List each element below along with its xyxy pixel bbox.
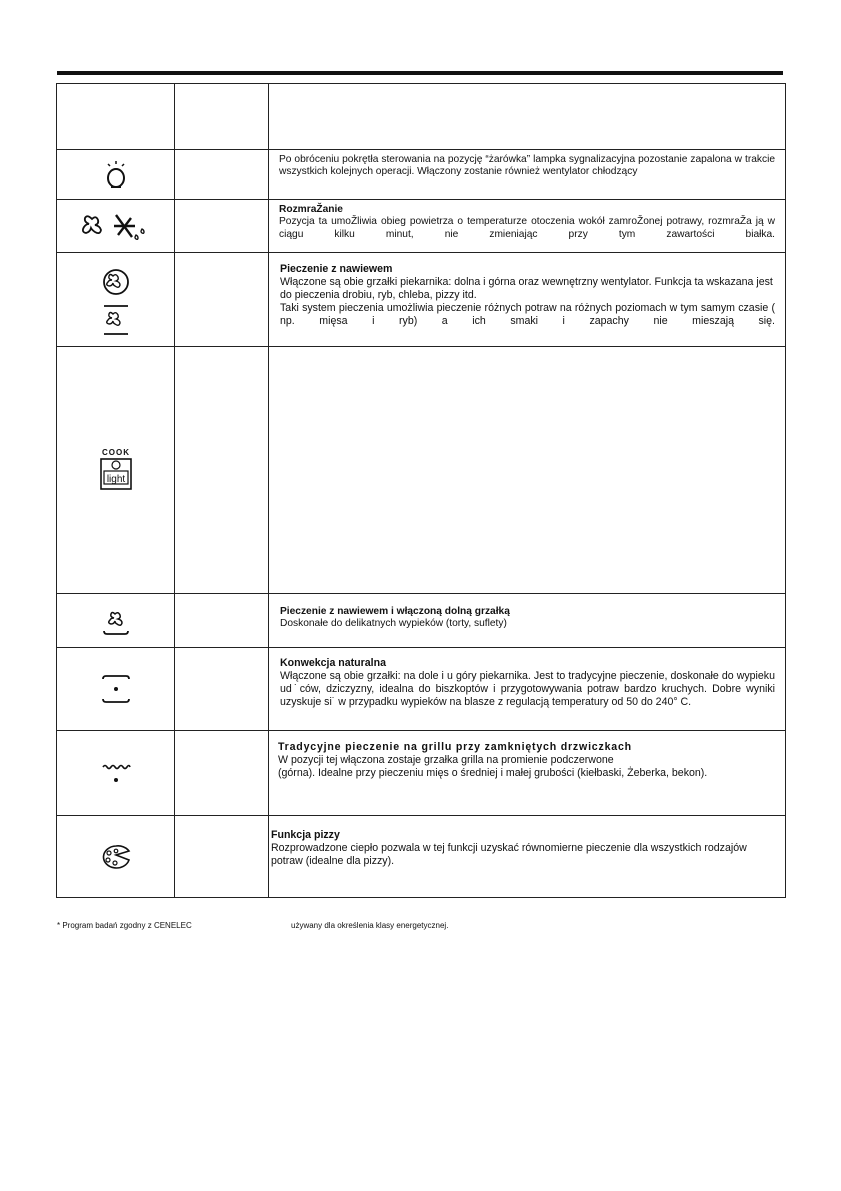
desc-paragraph: W pozycji tej włączona zostaje grzałka grilla na promienie podczerwone — [278, 754, 614, 766]
desc-title: Pieczenie z nawiewem i włączoną dolną grzałką — [280, 606, 510, 617]
desc-paragraph: Włączone są obie grzałki piekarnika: dolna i górna oraz wewnętrzny wentylator. Funkcja ta wskazana jest do pieczenia drobiu, ryb, chleba, pizzy itd. — [280, 276, 773, 301]
defrost-icon — [80, 211, 152, 241]
grill-icon — [99, 759, 133, 787]
table-row — [57, 253, 786, 347]
table-row — [57, 731, 786, 816]
table-row — [57, 648, 786, 731]
desc-cell — [269, 594, 786, 648]
desc-paragraph: Pozycja ta umoŽliwia obieg powietrza o temperaturze otoczenia wokół zamroŽonej potrawy, rozmraŽa ją w ciągu kilku minut, nie zmieniając przy tym zawartości białka. — [279, 216, 775, 240]
desc-paragraph: (górna). Idealne przy pieczeniu mięs o średniej i małej grubości (kiełbaski, Żeberka, bekon). — [278, 767, 708, 779]
desc-cell — [269, 253, 786, 347]
icon-cell — [57, 200, 175, 253]
mid-cell — [175, 731, 269, 816]
fan-bake-icon — [101, 264, 131, 336]
icon-cell — [57, 594, 175, 648]
cook-light-icon-label-bottom: light — [106, 474, 125, 485]
desc-cell — [269, 731, 786, 816]
icon-cell — [57, 816, 175, 898]
table-row — [57, 594, 786, 648]
mid-cell — [175, 648, 269, 731]
desc-cell — [269, 648, 786, 731]
desc-cell — [269, 347, 786, 594]
desc-cell — [269, 816, 786, 898]
icon-cell — [57, 150, 175, 200]
desc-paragraph: Włączone są obie grzałki: na dole i u góry piekarnika. Jest to tradycyjne pieczenie, doskonałe do wypieku ud˙ców, dziczyzny, idealna do biszkoptów i przygotowywania potraw bardzo kruchych. Dobre wyniki uzyskuje si˙ w przypadku wypieków na blasze z regulacją temperatury od 50 do 240° C. — [280, 670, 775, 708]
header-mid-cell — [175, 84, 269, 150]
cook-light-icon-label-top: COOK — [101, 448, 130, 457]
desc-title: RozmraŽanie — [279, 204, 343, 215]
mid-cell — [175, 594, 269, 648]
icon-cell — [57, 648, 175, 731]
icon-cell — [57, 253, 175, 347]
desc-paragraph: Doskonałe do delikatnych wypieków (torty, suflety) — [280, 618, 507, 630]
desc-paragraph: Po obróceniu pokrętła sterowania na pozycję “żarówka” lampka sygnalizacyjna pozostanie zapalona w trakcie wszystkich kolejnych operacji. Włączony zostanie również wentylator chłodzący — [279, 154, 775, 178]
header-icon-cell — [57, 84, 175, 150]
mid-cell — [175, 347, 269, 594]
desc-title: Konwekcja naturalna — [280, 657, 386, 669]
oven-functions-table — [56, 83, 786, 898]
desc-cell — [269, 200, 786, 253]
fan-bottom-heat-icon — [101, 605, 131, 637]
footnote-left: * Program badań zgodny z CENELEC — [57, 921, 192, 930]
cook-light-icon — [96, 447, 136, 493]
desc-title: Funkcja pizzy — [271, 829, 340, 841]
top-rule — [57, 71, 783, 75]
table-row — [57, 150, 786, 200]
table-row — [57, 200, 786, 253]
conventional-icon — [99, 672, 133, 706]
mid-cell — [175, 150, 269, 200]
mid-cell — [175, 200, 269, 253]
table-row-header — [57, 84, 786, 150]
pizza-icon — [97, 842, 135, 872]
mid-cell — [175, 253, 269, 347]
desc-title: Pieczenie z nawiewem — [280, 263, 393, 275]
icon-cell — [57, 731, 175, 816]
lamp-icon — [100, 158, 132, 192]
mid-cell — [175, 816, 269, 898]
desc-cell — [269, 150, 786, 200]
footnote-right: używany dla określenia klasy energetycznej. — [291, 921, 449, 930]
desc-paragraph: Taki system pieczenia umożliwia pieczenie różnych potraw na różnych poziomach w tym samym czasie ( np. mięsa i ryb) a ich smaki i zapachy nie mieszają się. — [280, 302, 775, 327]
icon-cell — [57, 347, 175, 594]
table-row — [57, 347, 786, 594]
header-desc-cell — [269, 84, 786, 150]
table-row — [57, 816, 786, 898]
desc-paragraph: Rozprowadzone ciepło pozwala w tej funkcji uzyskać równomierne pieczenie dla wszystkich rodzajów potraw (idealne dla pizzy). — [271, 842, 747, 867]
desc-title: Tradycyjne pieczenie na grillu przy zamkniętych drzwiczkach — [278, 741, 632, 753]
